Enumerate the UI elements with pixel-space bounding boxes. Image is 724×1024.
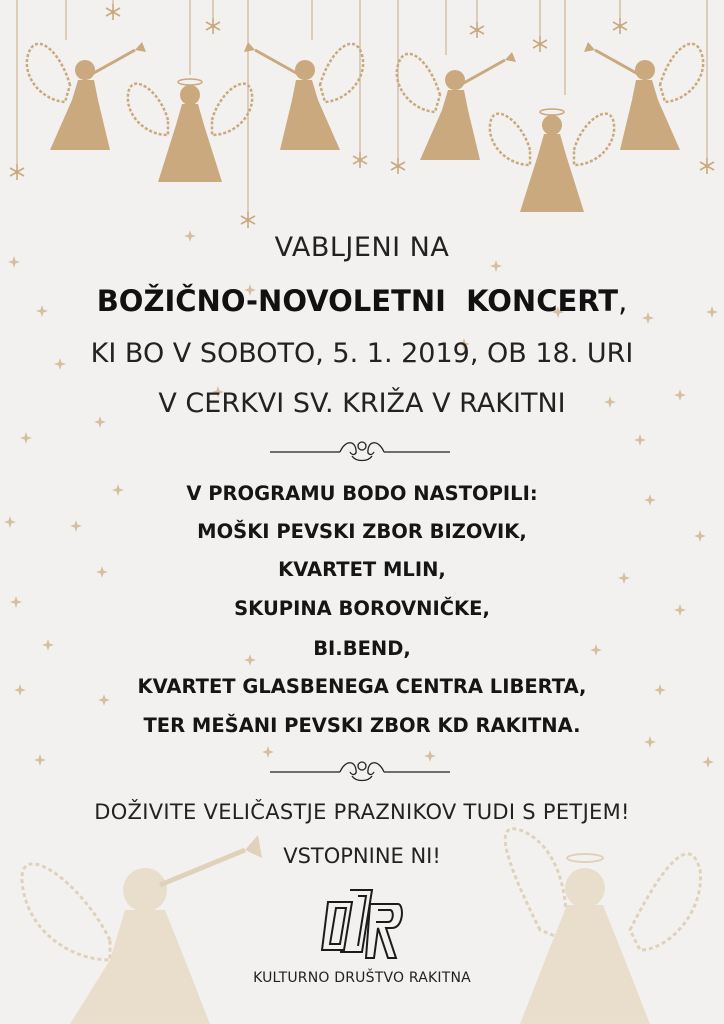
invite-line: VABLJENI NA [274, 232, 450, 263]
ornament-divider [270, 762, 450, 781]
ornament-divider [270, 442, 450, 461]
title-comma: , [618, 284, 628, 318]
snowflake-icon [10, 4, 714, 228]
organizer-name: KULTURNO DRUŠTVO RAKITNA [253, 970, 471, 986]
program-item: BI.BEND, [313, 637, 411, 660]
program-item: MOŠKI PEVSKI ZBOR BIZOVIK, [197, 520, 527, 543]
experience-line: DOŽIVITE VELIČASTJE PRAZNIKOV TUDI S PETJEM! [94, 800, 630, 824]
angel-figures-top [27, 42, 703, 212]
program-item: KVARTET MLIN, [278, 558, 446, 581]
concert-title [0, 284, 724, 318]
admission-line: VSTOPNINE NI! [283, 844, 441, 868]
program-item: SKUPINA BOROVNIČKE, [234, 597, 490, 620]
program-heading: V PROGRAMU BODO NASTOPILI: [186, 482, 538, 505]
concert-title-text: BOŽIČNO-NOVOLETNI KONCERT [96, 284, 619, 318]
kd-rakitna-logo [322, 890, 402, 958]
program-item: KVARTET GLASBENEGA CENTRA LIBERTA, [137, 675, 587, 698]
date-line: KI BO V SOBOTO, 5. 1. 2019, OB 18. URI [90, 338, 634, 369]
program-item: TER MEŠANI PEVSKI ZBOR KD RAKITNA. [143, 714, 581, 737]
venue-line: V CERKVI SV. KRIŽA V RAKITNI [158, 388, 566, 419]
